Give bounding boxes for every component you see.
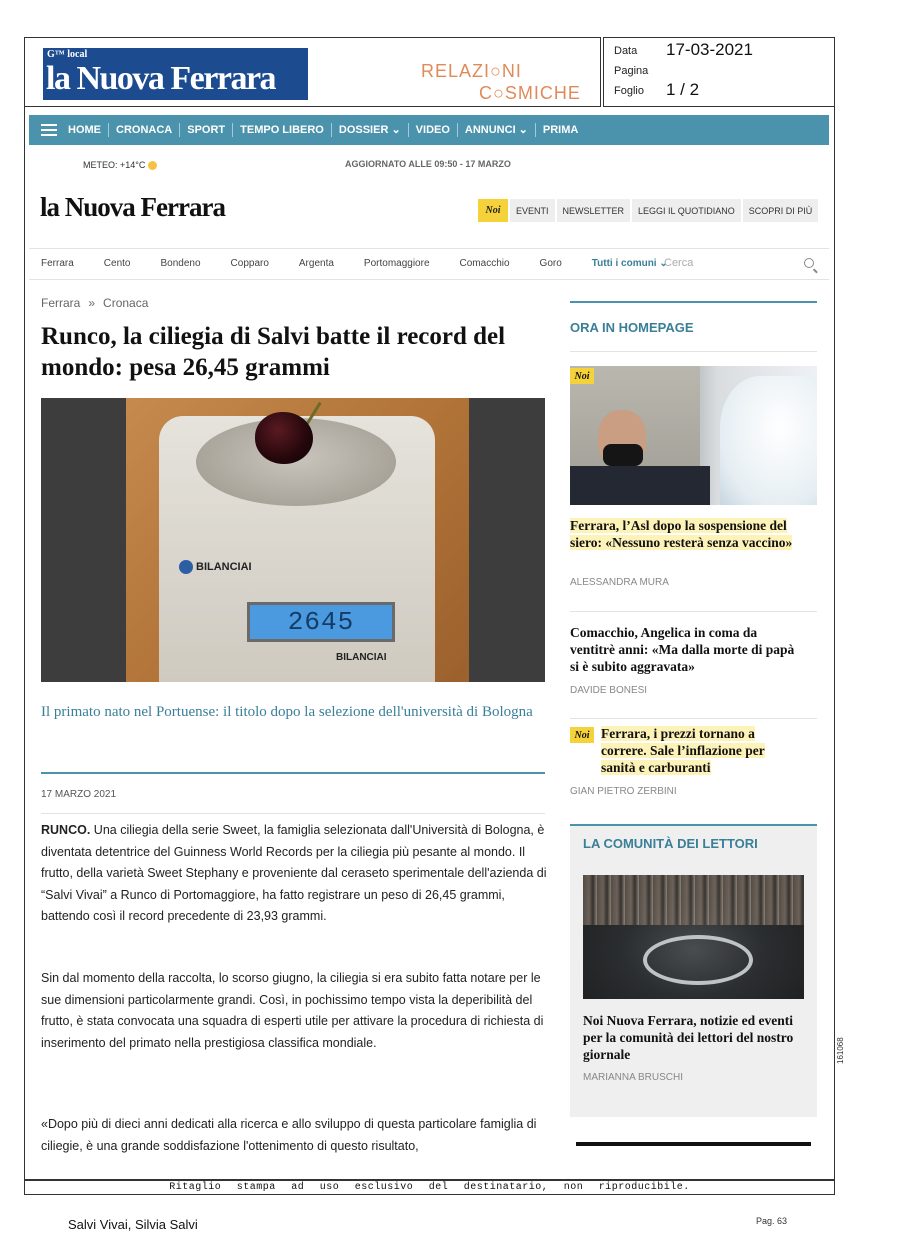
tutti-i-comuni-dropdown[interactable]: Tutti i comuni ⌄ bbox=[591, 258, 668, 269]
photo-crowd bbox=[583, 875, 804, 925]
divider bbox=[570, 611, 817, 612]
sun-icon bbox=[148, 161, 157, 170]
divider bbox=[29, 279, 829, 280]
nav-dossier[interactable]: DOSSIER ⌄ bbox=[332, 123, 409, 137]
article-subtitle: Il primato nato nel Portuense: il titolo dopo la selezione dell'università di Bologna bbox=[41, 704, 533, 720]
gedi-local-tag: G™ local bbox=[47, 49, 88, 60]
clipping-code: 161068 bbox=[836, 1037, 845, 1064]
search-input[interactable] bbox=[664, 257, 816, 273]
story-3-author: GIAN PIETRO ZERBINI bbox=[570, 786, 677, 797]
divider bbox=[570, 718, 817, 719]
comune-goro[interactable]: Goro bbox=[539, 258, 562, 269]
divider bbox=[570, 351, 817, 352]
community-author: MARIANNA BRUSCHI bbox=[583, 1072, 684, 1083]
divider bbox=[29, 248, 829, 249]
community-title: LA COMUNITÀ DEI LETTORI bbox=[583, 836, 758, 851]
paragraph-1-text: Una ciliegia della serie Sweet, la famiglia selezionata dall'Università di Bologna, è diventata detentrice del Guinness World Records per la ciliegia più pesante al mondo. Il frutto, della varietà Sweet Stephany e proveniente dal ceraseto sperimentale dell'azienda di “Salvi Vivai” a Runco di Portomaggiore, ha fatto registrare un peso di 26,45 grammi, battendo così il record precedente di 23,93 grammi. bbox=[41, 823, 547, 923]
story-1-author: ALESSANDRA MURA bbox=[570, 577, 669, 588]
photo-brand-label bbox=[179, 560, 283, 586]
clipping-logo-box bbox=[24, 37, 601, 107]
clipping-header bbox=[24, 37, 835, 107]
article-paragraph-3: «Dopo più di dieci anni dedicati alla ricerca e allo sviluppo di questa particolare famiglia di ciliegie, è una grande soddisfazione l'ottenimento di questo risultato, bbox=[41, 1117, 537, 1153]
story-2-title[interactable]: Comacchio, Angelica in coma da ventitrè anni: «Ma dalla morte di papà si è subito aggravata» bbox=[570, 625, 795, 674]
breadcrumb-ferrara[interactable]: Ferrara bbox=[41, 296, 81, 310]
community-photo[interactable] bbox=[583, 875, 804, 999]
pagina-label: Pagina bbox=[614, 65, 649, 77]
comune-argenta[interactable]: Argenta bbox=[298, 258, 334, 269]
foglio-label: Foglio bbox=[614, 85, 644, 97]
cosmiche-line: C○SMICHE bbox=[479, 83, 581, 103]
relazioni-line: RELAZI○NI bbox=[421, 61, 522, 81]
nav-cronaca[interactable]: CRONACA bbox=[109, 123, 180, 137]
photo-shirt bbox=[570, 466, 710, 505]
last-updated: AGGIORNATO ALLE 09:50 - 17 MARZO bbox=[345, 159, 511, 169]
scopri-di-piu-link[interactable]: SCOPRI DI PIÙ bbox=[743, 199, 819, 222]
sidebar-rule bbox=[570, 301, 817, 303]
photo-brand-label-2: BILANCIAI bbox=[336, 652, 387, 663]
breadcrumb-separator: » bbox=[88, 296, 96, 310]
sidebar-title: ORA IN HOMEPAGE bbox=[570, 320, 694, 335]
community-box bbox=[570, 826, 817, 1117]
relazioni-cosmiche-logo bbox=[421, 60, 581, 104]
sidebar-black-bar bbox=[576, 1142, 811, 1146]
nav-home[interactable]: HOME bbox=[61, 123, 109, 137]
client-names: Salvi Vivai, Silvia Salvi bbox=[68, 1217, 198, 1232]
foglio-value: 1 / 2 bbox=[666, 80, 700, 99]
site-logo[interactable]: la Nuova Ferrara bbox=[40, 192, 225, 222]
article-rule bbox=[41, 772, 545, 774]
nav-video[interactable]: VIDEO bbox=[409, 123, 458, 137]
newspaper-logo-text: la Nuova Ferrara bbox=[46, 60, 276, 97]
meteo-text: METEO: +14°C bbox=[83, 160, 146, 170]
article-paragraph-1 bbox=[41, 820, 549, 928]
top-links bbox=[478, 199, 820, 222]
breadcrumb bbox=[41, 296, 148, 310]
story-3-title[interactable] bbox=[601, 725, 801, 776]
photo-cherry bbox=[255, 412, 313, 464]
breadcrumb-cronaca[interactable]: Cronaca bbox=[103, 296, 149, 310]
comune-ferrara[interactable]: Ferrara bbox=[41, 258, 74, 269]
search-placeholder: Cerca bbox=[664, 257, 694, 269]
article-photo bbox=[41, 398, 545, 682]
search-icon[interactable] bbox=[804, 258, 814, 268]
article-paragraph-2: Sin dal momento della raccolta, lo scorso giugno, la ciliegia si era subito fatta notare per le sue dimensioni particolarmente grandi. Così, in pochissimo tempo vista la deperibilità del frutto, è stata convocata una squadra di esperti utile per attivare la procedura di richiesta di inserimento del primato nella prestigiosa classifica mondiale. bbox=[41, 971, 544, 1050]
eventi-link[interactable]: EVENTI bbox=[510, 199, 555, 222]
article-headline: Runco, la ciliegia di Salvi batte il record del mondo: pesa 26,45 grammi bbox=[41, 323, 506, 381]
story-2-author: DAVIDE BONESI bbox=[570, 685, 648, 696]
noi-badge: Noi bbox=[570, 368, 594, 384]
comune-comacchio[interactable]: Comacchio bbox=[459, 258, 510, 269]
nav-prima[interactable]: PRIMA bbox=[542, 124, 579, 136]
comune-cento[interactable]: Cento bbox=[103, 258, 131, 269]
story-1-photo[interactable] bbox=[570, 366, 817, 505]
data-value: 17-03-2021 bbox=[666, 40, 753, 59]
nav-annunci[interactable]: ANNUNCI ⌄ bbox=[458, 123, 536, 137]
leggi-quotidiano-link[interactable]: LEGGI IL QUOTIDIANO bbox=[632, 199, 741, 222]
page-number: Pag. 63 bbox=[756, 1216, 788, 1226]
hamburger-menu-icon[interactable] bbox=[41, 124, 57, 136]
story-3-title-text: Ferrara, i prezzi tornano a correre. Sale l’inflazione per sanità e carburanti bbox=[601, 726, 765, 775]
clipping-meta-box bbox=[603, 37, 835, 107]
lead-word: RUNCO. bbox=[41, 823, 91, 837]
community-headline[interactable]: Noi Nuova Ferrara, notizie ed eventi per la comunità dei lettori del nostro giornale bbox=[583, 1013, 794, 1062]
main-navbar bbox=[29, 115, 829, 145]
comuni-nav bbox=[41, 258, 696, 269]
photo-brand-text: BILANCIAI bbox=[196, 560, 252, 573]
noi-link[interactable]: Noi bbox=[478, 199, 508, 222]
comune-copparo[interactable]: Copparo bbox=[230, 258, 269, 269]
newspaper-logo bbox=[43, 48, 308, 100]
photo-ring bbox=[643, 935, 753, 985]
meteo-widget[interactable] bbox=[83, 160, 157, 170]
nav-tempo-libero[interactable]: TEMPO LIBERO bbox=[233, 123, 332, 137]
bilanciai-logo-icon bbox=[179, 560, 193, 574]
comune-portomaggiore[interactable]: Portomaggiore bbox=[363, 258, 430, 269]
story-1-title-text: Ferrara, l’Asl dopo la sospensione del siero: «Nessuno resterà senza vaccino» bbox=[570, 518, 793, 550]
photo-ppe-suit bbox=[720, 376, 817, 505]
story-1-title[interactable] bbox=[570, 517, 815, 551]
data-label: Data bbox=[614, 45, 638, 57]
photo-mask bbox=[603, 444, 643, 466]
comune-bondeno[interactable]: Bondeno bbox=[160, 258, 201, 269]
noi-badge: Noi bbox=[570, 727, 594, 743]
photo-scale-display: 2645 bbox=[247, 602, 395, 642]
nav-sport[interactable]: SPORT bbox=[180, 123, 233, 137]
clipping-notice: Ritaglio stampa ad uso esclusivo del destinatario, non riproducibile. bbox=[24, 1180, 835, 1195]
article-date: 17 MARZO 2021 bbox=[41, 789, 117, 800]
divider bbox=[41, 813, 545, 814]
newsletter-link[interactable]: NEWSLETTER bbox=[557, 199, 631, 222]
